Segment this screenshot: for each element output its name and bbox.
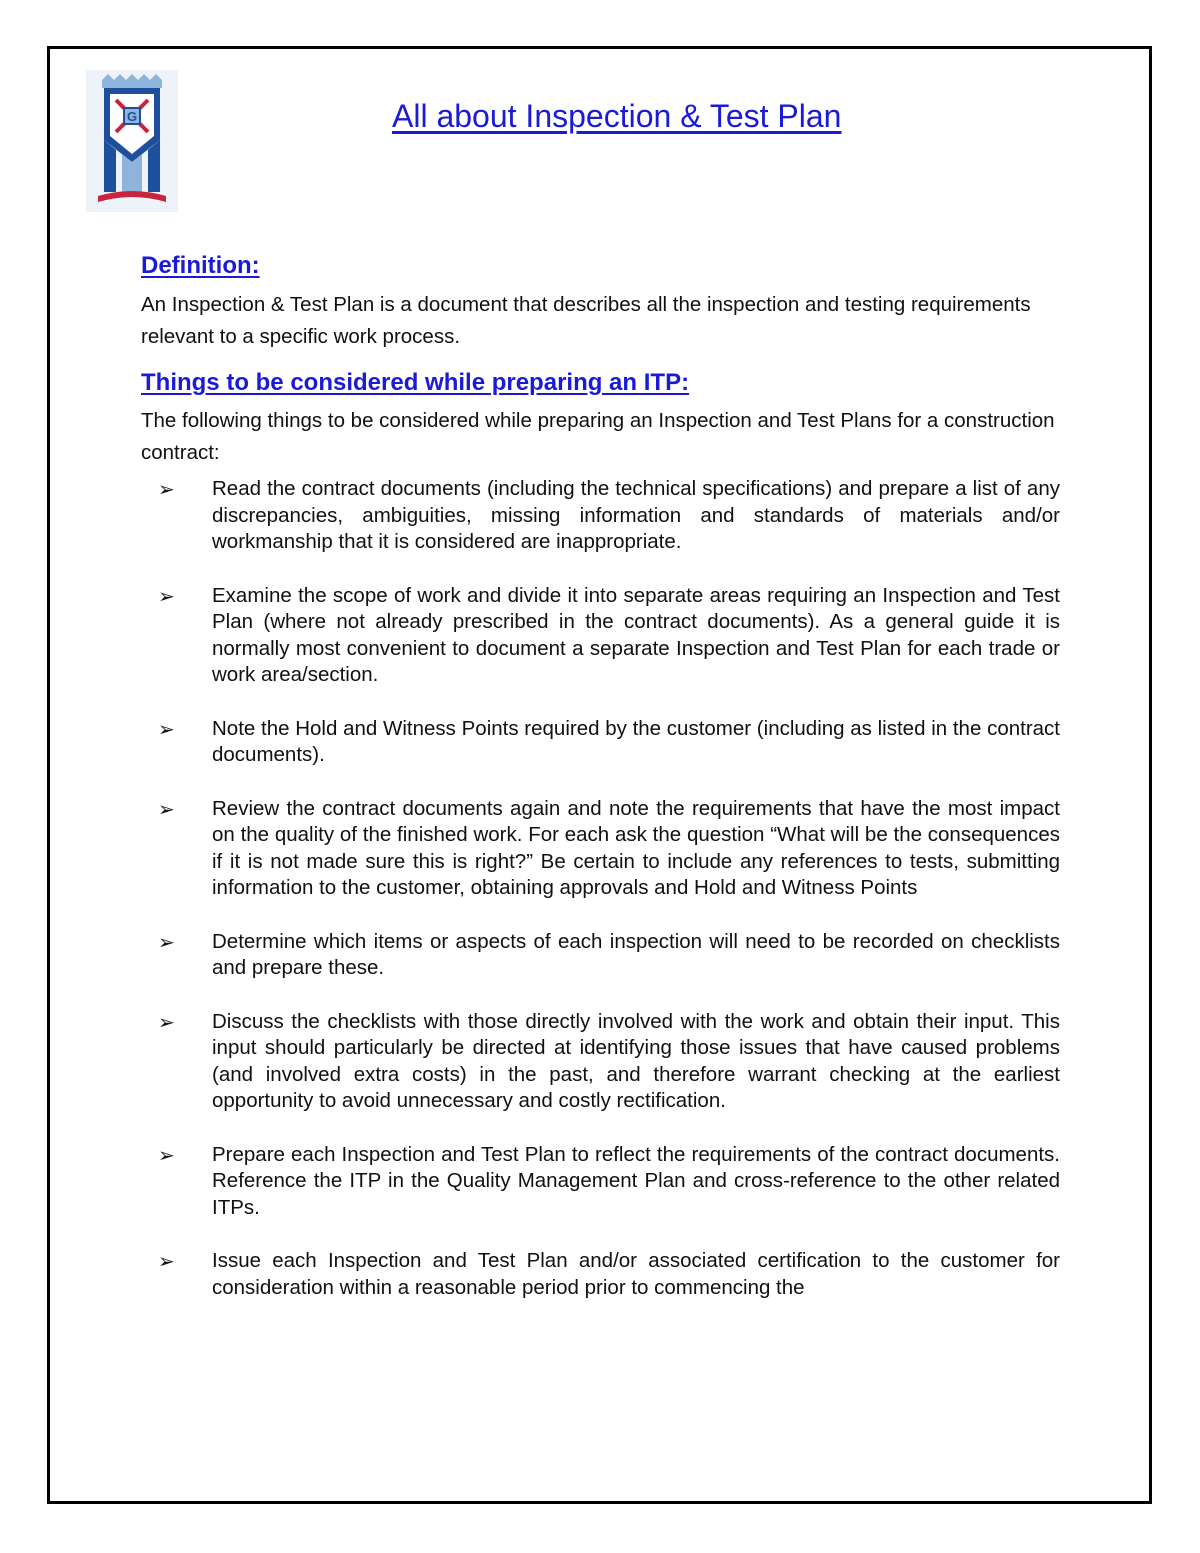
- list-item: [158, 1009, 1060, 1115]
- considerations-heading: Things to be considered while preparing an ITP:: [141, 369, 690, 396]
- arrow-bullet-icon: ➢: [158, 798, 175, 821]
- company-crest-logo: [86, 70, 178, 212]
- definition-text: An Inspection & Test Plan is a document that describes all the inspection and testing requirements relevant to a specific work process.: [141, 293, 1031, 348]
- arrow-bullet-icon: ➢: [158, 479, 175, 501]
- document-title: All about Inspection & Test Plan: [392, 98, 842, 134]
- arrow-bullet-icon: ➢: [158, 1011, 175, 1034]
- considerations-intro: The following things to be considered while preparing an Inspection and Test Plans for a construction contract:: [141, 409, 1055, 464]
- list-item: [158, 716, 1060, 769]
- svg-text:G: G: [126, 109, 138, 124]
- list-item: [158, 583, 1060, 689]
- list-item: [158, 1248, 1060, 1301]
- list-item: [158, 1142, 1060, 1222]
- arrow-bullet-icon: ➢: [158, 1251, 175, 1273]
- arrow-bullet-icon: ➢: [158, 1144, 175, 1167]
- definition-section: [141, 252, 1061, 353]
- list-item-text: Prepare each Inspection and Test Plan to reflect the requirements of the contract documents. Reference the ITP in the Quality Management Plan and cross-reference to the other related ITPs.: [212, 1142, 1060, 1219]
- arrow-bullet-icon: ➢: [158, 718, 175, 741]
- arrow-bullet-icon: ➢: [158, 931, 175, 954]
- list-item-text: Examine the scope of work and divide it into separate areas requiring an Inspection and Test Plan (where not already prescribed in the contract documents). As a general guide it is normally most convenient to document a separate Inspection and Test Plan for each trade or work area/section.: [212, 583, 1060, 686]
- arrow-bullet-icon: ➢: [158, 585, 175, 608]
- considerations-section: [141, 369, 1061, 469]
- list-item-text: Determine which items or aspects of each inspection will need to be recorded on checklists and prepare these.: [212, 929, 1060, 979]
- definition-heading: Definition:: [141, 252, 260, 279]
- list-item-text: Issue each Inspection and Test Plan and/or associated certification to the customer for consideration within a reasonable period prior to commencing the: [212, 1249, 1060, 1299]
- list-item-text: Review the contract documents again and note the requirements that have the most impact on the quality of the finished work. For each ask the question “What will be the consequences if it is not made sure this is right?” Be certain to include any references to tests, submitting information to the customer, obtaining approvals and Hold and Witness Points: [212, 796, 1060, 899]
- list-item-text: Read the contract documents (including the technical specifications) and prepare a list of any discrepancies, ambiguities, missing information and standards of materials and/or workmanship that it is considered are inappropriate.: [212, 477, 1060, 553]
- list-item: [158, 929, 1060, 982]
- list-item-text: Discuss the checklists with those directly involved with the work and obtain their input. This input should particularly be directed at identifying those issues that have caused problems (and involved extra costs) in the past, and therefore warrant checking at the earliest opportunity to avoid unnecessary and costly rectification.: [212, 1009, 1060, 1112]
- list-item-text: Note the Hold and Witness Points required by the customer (including as listed in the contract documents).: [212, 716, 1060, 766]
- considerations-list: [158, 476, 1060, 1328]
- list-item: [158, 476, 1060, 556]
- list-item: [158, 796, 1060, 902]
